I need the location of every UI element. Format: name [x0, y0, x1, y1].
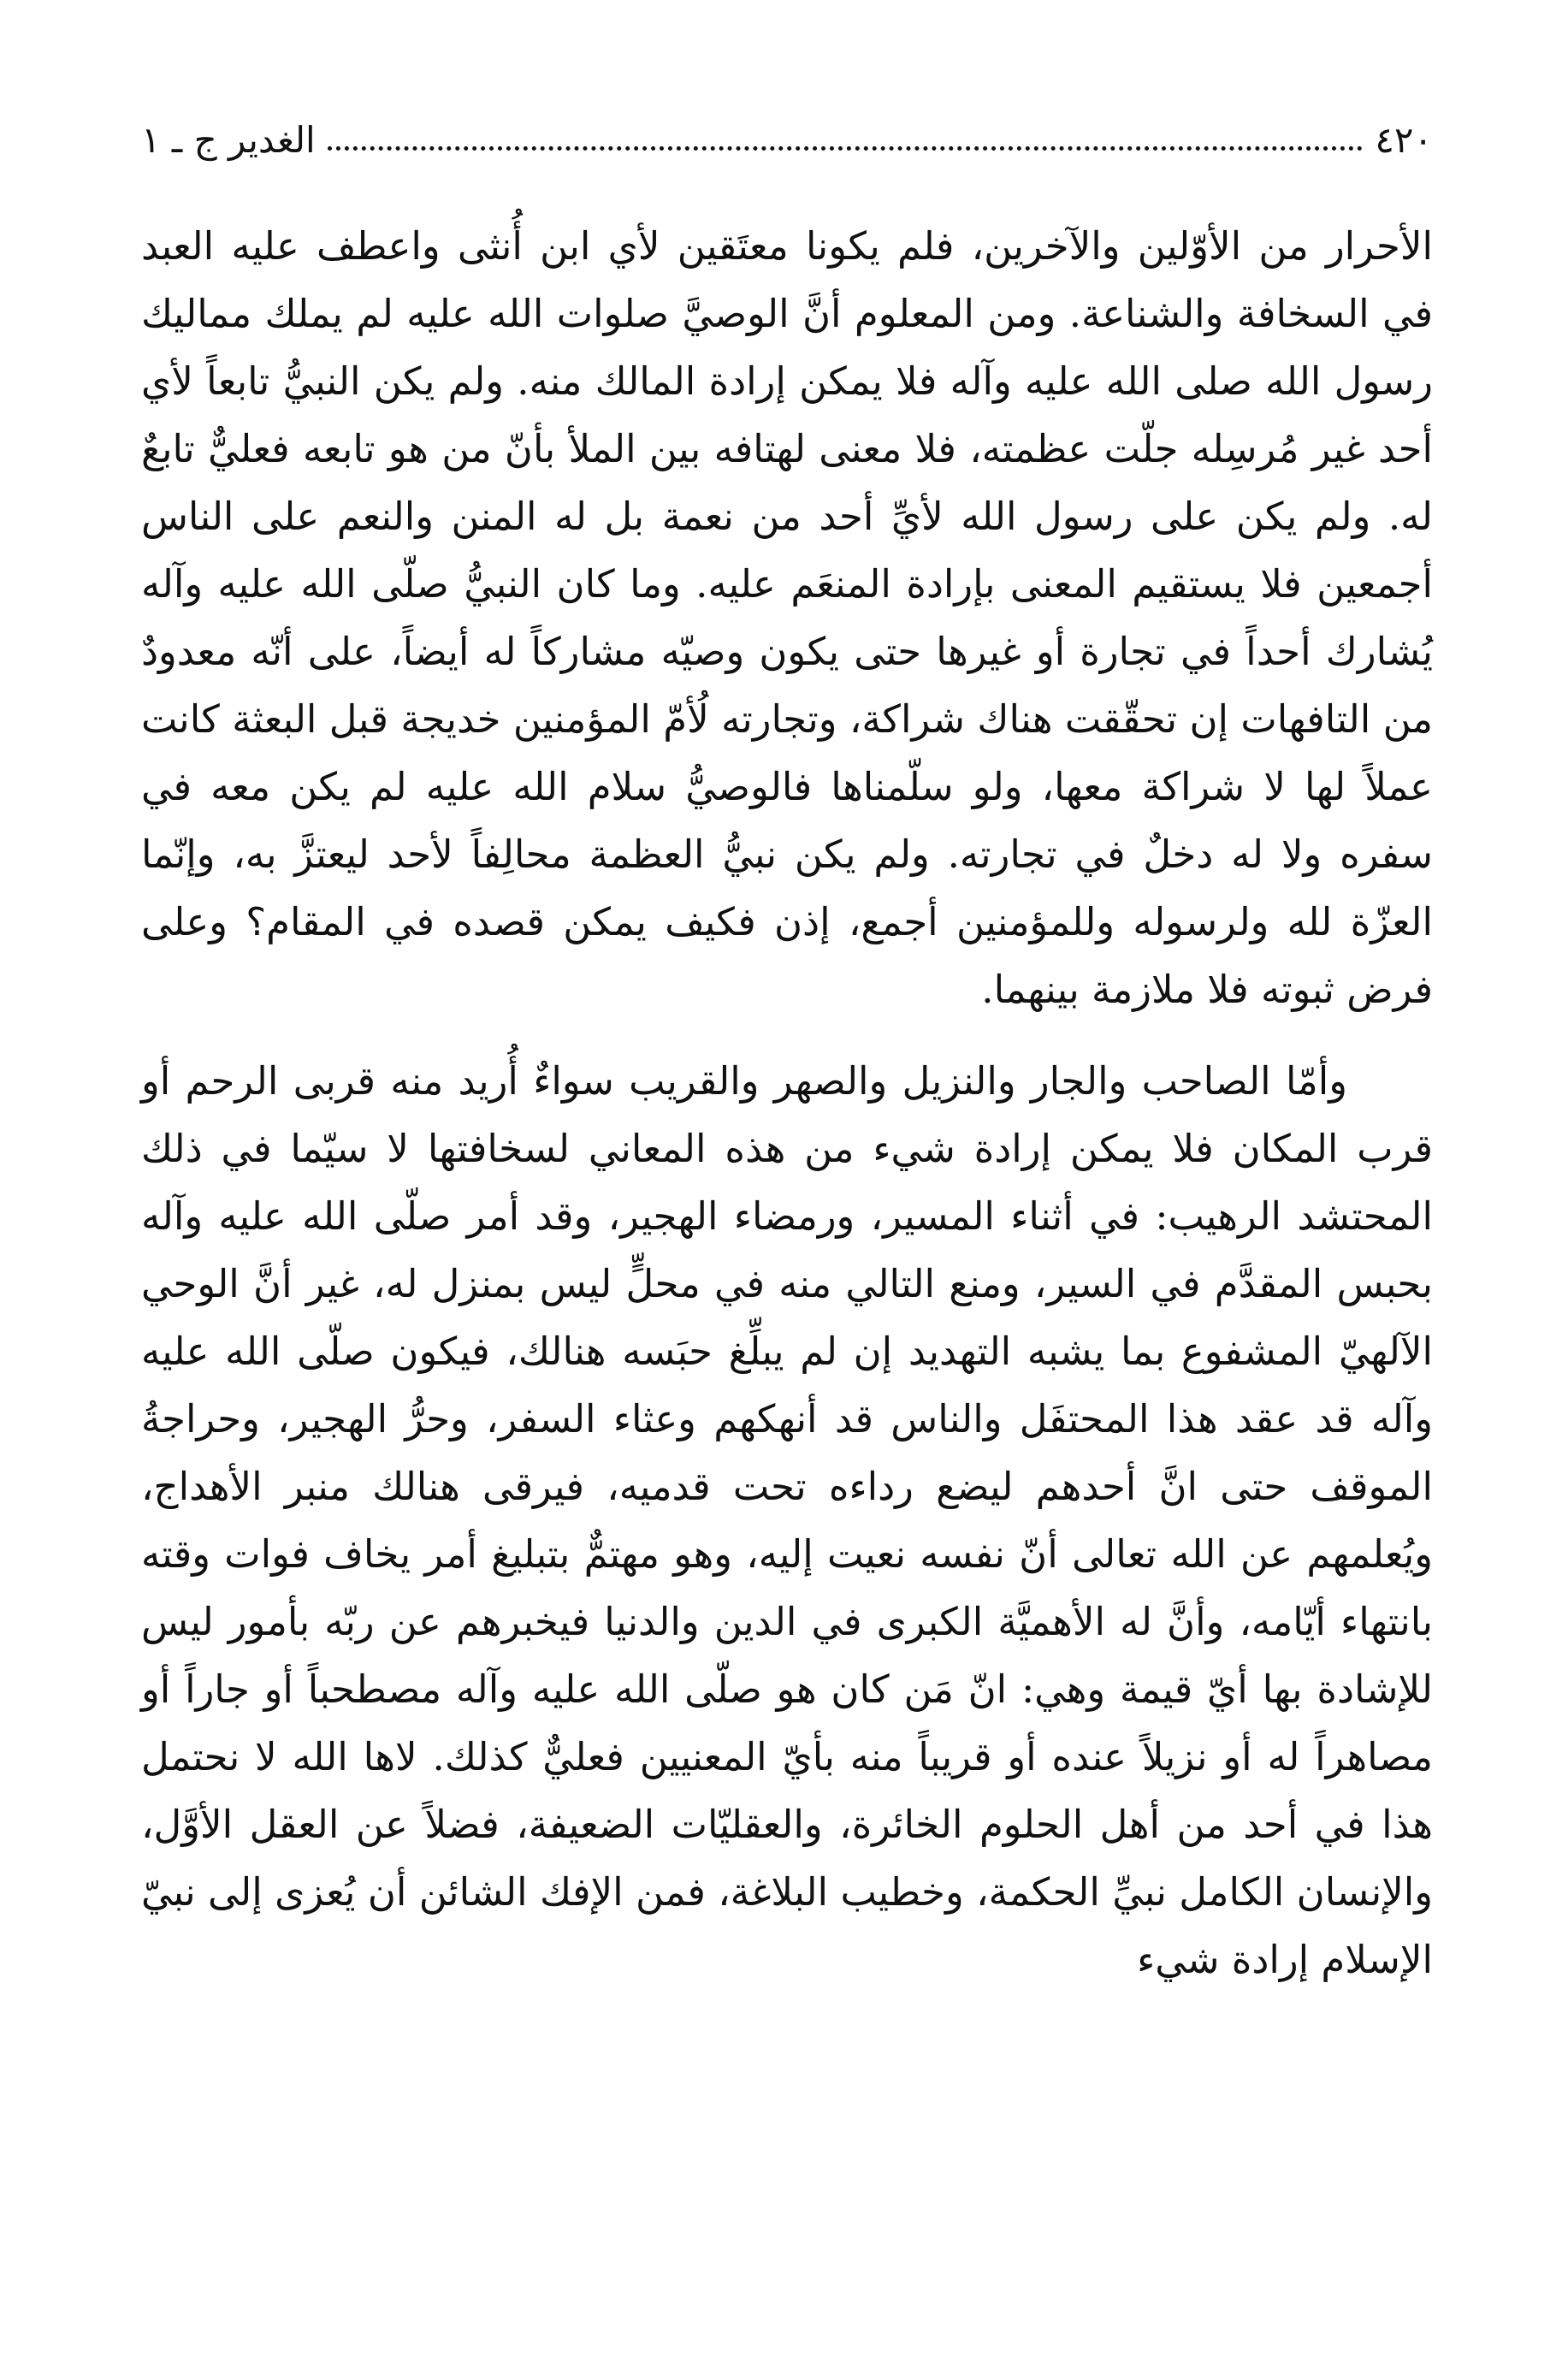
page-number: ٤٢٠ — [1375, 119, 1433, 161]
paragraph: وأمّا الصاحب والجار والنزيل والصهر والقريب سواءٌ أُريد منه قربى الرحم أو قرب المكان فلا يمكن إرادة شيء من هذه المعاني لسخافتها لا سيّما في ذلك المحتشد الرهيب: في أثناء المسير، ورمضاء الهجير، وقد أمر صلّى الله عليه وآله بحبس المقدَّم في السير، ومنع التالي منه في محلٍّ ليس بمنزل له، غير أنَّ الوحي الآلهيّ المشفوع بما يشبه التهديد إن لم يبلِّغ حبَسه هنالك، فيكون صلّى الله عليه وآله قد عقد هذا المحتفَل والناس قد أنهكهم وعثاء السفر، وحرُّ الهجير، وحراجةُ الموقف حتى انَّ أحدهم ليضع رداءه تحت قدميه، فيرقى هنالك منبر الأهداج، ويُعلمهم عن الله تعالى أنّ نفسه نعيت إليه، وهو مهتمٌّ بتبليغ أمر يخاف فوات وقته بانتهاء أيّامه، وأنَّ له الأهميَّة الكبرى في الدين والدنيا فيخبرهم عن ربّه بأمور ليس للإشادة بها أيّ قيمة وهي: انّ مَن كان هو صلّى الله عليه وآله مصطحباً أو جاراً أو مصاهراً له أو نزيلاً عنده أو قريباً منه بأيّ المعنيين فعليٌّ كذلك. لاها الله لا نحتمل هذا في أحد من أهل الحلوم الخائرة، والعقليّات الضعيفة، فضلاً عن العقل الأوَّل، والإنسان الكامل نبيِّ الحكمة، وخطيب البلاغة، فمن الإفك الشائن أن يُعزى إلى نبيّ الإسلام إرادة شيء — [141, 1058, 1433, 1982]
paragraph: الأحرار من الأوّلين والآخرين، فلم يكونا معتَقين لأي ابن أُنثى واعطف عليه العبد في السخافة والشناعة. ومن المعلوم أنَّ الوصيَّ صلوات الله عليه لم يملك مماليك رسول الله صلى الله عليه وآله فلا يمكن إرادة المالك منه. ولم يكن النبيُّ تابعاً لأي أحد غير مُرسِله جلّت عظمته، فلا معنى لهتافه بين الملأ بأنّ من هو تابعه فعليٌّ تابعٌ له. ولم يكن على رسول الله لأيِّ أحد من نعمة بل له المنن والنعم على الناس أجمعين فلا يستقيم المعنى بإرادة المنعَم عليه. وما كان النبيُّ صلّى الله عليه وآله يُشارك أحداً في تجارة أو غيرها حتى يكون وصيّه مشاركاً له أيضاً، على أنّه معدودٌ من التافهات إن تحقّقت هناك شراكة، وتجارته لُأمّ المؤمنين خديجة قبل البعثة كانت عملاً لها لا شراكة معها، ولو سلّمناها فالوصيُّ سلام الله عليه لم يكن معه في سفره ولا له دخلٌ في تجارته. ولم يكن نبيُّ العظمة محالِفاً لأحد ليعتزَّ به، وإنّما العزّة لله ولرسوله وللمؤمنين أجمع، إذن فكيف يمكن قصده في المقام؟ وعلى فرض ثبوته فلا ملازمة بينهما. — [141, 223, 1433, 1012]
book-title: الغدير ج ـ ١ — [141, 119, 316, 161]
running-header — [141, 106, 1433, 175]
dotted-leader — [328, 131, 1364, 151]
body-text — [141, 212, 1433, 1993]
